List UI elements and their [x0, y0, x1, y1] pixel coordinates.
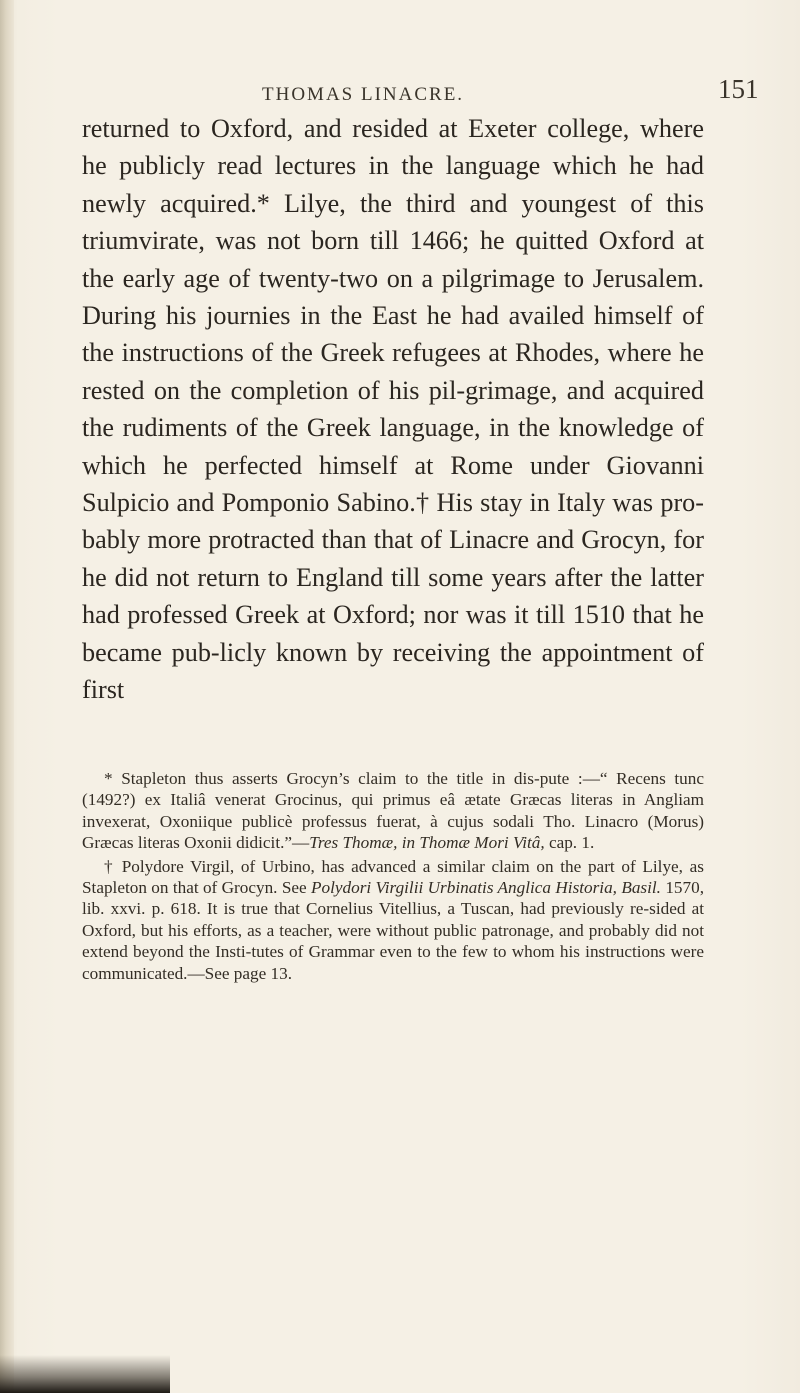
running-head: THOMAS LINACRE.: [262, 84, 465, 105]
footnote-source-title: Polydori Virgilii Urbinatis Anglica Historia, Basil.: [311, 878, 661, 898]
footnote-tail: cap. 1.: [544, 833, 595, 853]
page-number: 151: [718, 74, 759, 104]
body-paragraph: returned to Oxford, and resided at Exeter college, where he publicly read lectures in the language which he had newly acquired.* Lilye, the third and youngest of this triumvirate, was not born till 1466; he quitted Oxford at the early age of twenty-two on a pilgrimage to Jerusalem. During his journies in the East he had availed himself of the instructions of the Greek refugees at Rhodes, where he rested on the completion of his pil-grimage, and acquired the rudiments of the Greek language, in the knowledge of which he perfected himself at Rome under Giovanni Sulpicio and Pomponio Sabino.† His stay in Italy was pro-bably more protracted than that of Linacre and Grocyn, for he did not return to England till some years after the latter had professed Greek at Oxford; nor was it till 1510 that he became pub-licly known by receiving the appointment of first: [82, 114, 704, 705]
footnotes: [82, 768, 704, 984]
page-binding-edge: [0, 0, 14, 1393]
footnote-polydore: [82, 856, 704, 984]
page-corner-shadow: [0, 1355, 170, 1393]
footnote-text: * Stapleton thus asserts Grocyn’s claim to the title in dis-pute :—“ Recens tunc (1492?) ex Italiâ venerat Grocinus, qui primus eâ ætate Græcas literas in Angliam invexerat, Oxoniique publicè professus fuerat, à cujus sodali Tho. Linacro (Morus) Græcas literas Oxonii didicit.”—: [82, 769, 704, 853]
footnote-text: † Polydore Virgil, of Urbino, has advanced a similar claim on the part of Lilye, as Stapleton on that of Grocyn. See: [82, 856, 704, 898]
footnote-source-title: Tres Thomæ, in Thomæ Mori Vitâ,: [309, 833, 545, 853]
footnote-tail: 1570, lib. xxvi. p. 618. It is true that Cornelius Vitellius, a Tuscan, had previously re-sided at Oxford, but his efforts, as a teacher, were without public patronage, and probably did not extend beyond the Insti-tutes of Grammar even to the few to whom his instructions were communicated.—See page 13.: [82, 878, 704, 983]
footnote-stapleton: [82, 768, 704, 854]
